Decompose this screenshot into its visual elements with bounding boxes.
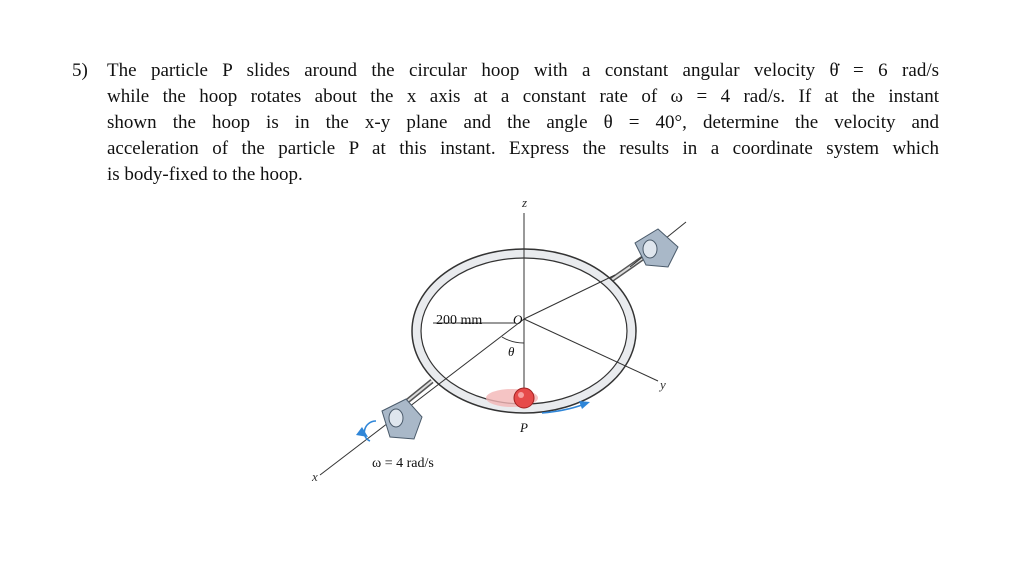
z-axis-label: z (522, 195, 528, 210)
omega-arrow-head (356, 427, 368, 437)
bearing-front (382, 399, 422, 439)
omega-label: ω = 4 rad/s (372, 456, 434, 471)
omega-arrow-icon (364, 421, 376, 441)
particle-label: P (520, 420, 528, 435)
particle-p (514, 388, 534, 408)
origin-label: O (513, 312, 523, 327)
hoop-figure (290, 185, 710, 505)
velocity-arrow-head (579, 401, 590, 409)
theta-label: θ (508, 344, 515, 359)
x-axis-label: x (312, 469, 318, 484)
radius-label: 200 mm (436, 313, 483, 328)
problem-line-4: acceleration of the particle P at this instant. Express the results in a coordinate system which (107, 138, 939, 159)
problem-number: 5) (72, 60, 88, 81)
bearing-rear-hole (643, 240, 657, 258)
particle-highlight (518, 392, 524, 398)
problem-line-1: The particle P slides around the circular hoop with a constant angular velocity θ̇ = 6 rad/s (107, 60, 939, 81)
problem-text (107, 58, 939, 188)
problem-line-5: is body-fixed to the hoop. (107, 164, 303, 185)
bearing-front-hole (389, 409, 403, 427)
problem-line-3: shown the hoop is in the x-y plane and the angle θ = 40°, determine the velocity and (107, 112, 939, 133)
y-axis-label: y (660, 377, 666, 392)
problem-line-2: while the hoop rotates about the x axis at a constant rate of ω = 4 rad/s. If at the instant (107, 86, 939, 107)
